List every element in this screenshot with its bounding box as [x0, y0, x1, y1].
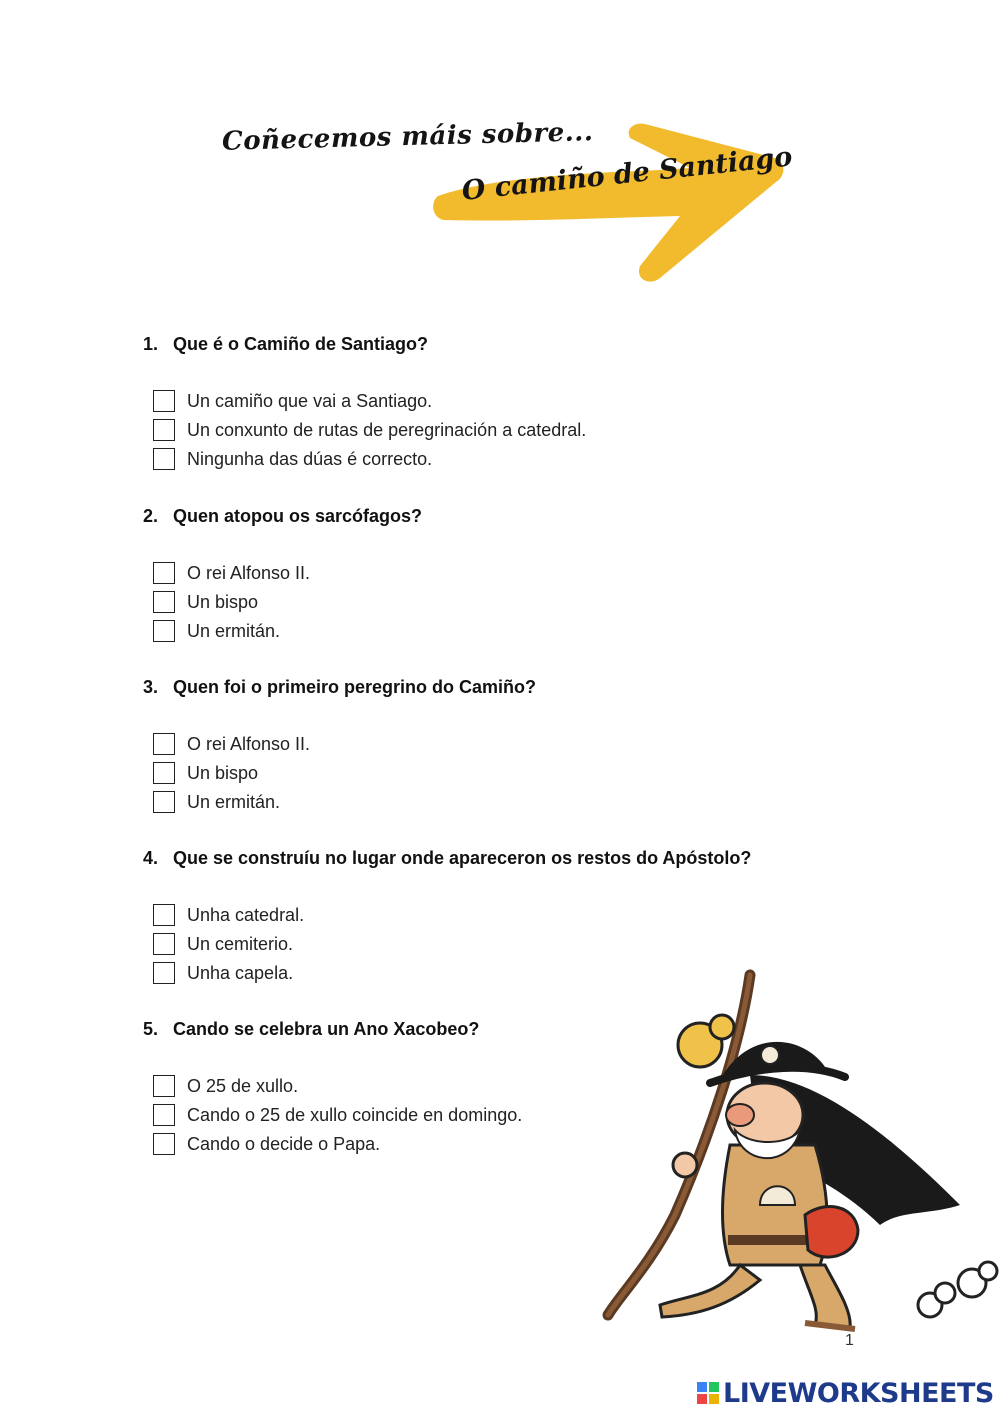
question-text: Quen atopou os sarcófagos? [173, 506, 423, 526]
question-text: Que é o Camiño de Santiago? [173, 334, 429, 354]
question-3 [143, 677, 536, 698]
checkbox[interactable] [153, 904, 175, 926]
option-label: Un ermitán. [187, 791, 281, 812]
option-label: Un cemiterio. [187, 933, 294, 954]
question-number: 2. [143, 506, 159, 526]
question-text: Cando se celebra un Ano Xacobeo? [173, 1019, 480, 1039]
option-label: Un ermitán. [187, 620, 281, 641]
checkbox[interactable] [153, 791, 175, 813]
option-label: Un bispo [187, 762, 259, 783]
option-1-3 [153, 446, 432, 472]
liveworksheets-logo [697, 1376, 994, 1410]
option-4-3 [153, 960, 293, 986]
option-label: Cando o 25 de xullo coincide en domingo. [187, 1104, 523, 1125]
question-4 [143, 848, 751, 869]
option-5-2 [153, 1102, 522, 1128]
checkbox[interactable] [153, 1075, 175, 1097]
question-5 [143, 1019, 479, 1040]
checkbox[interactable] [153, 562, 175, 584]
page-number: 1 [845, 1332, 854, 1349]
option-label: Un conxunto de rutas de peregrinación a catedral. [187, 419, 587, 440]
checkbox[interactable] [153, 620, 175, 642]
checkbox[interactable] [153, 419, 175, 441]
option-2-3 [153, 618, 280, 644]
option-label: Cando o decide o Papa. [187, 1133, 381, 1154]
checkbox[interactable] [153, 591, 175, 613]
question-number: 4. [143, 848, 159, 868]
option-4-1 [153, 902, 304, 928]
option-label: O rei Alfonso II. [187, 733, 311, 754]
option-5-1 [153, 1073, 298, 1099]
question-number: 3. [143, 677, 159, 697]
checkbox[interactable] [153, 1133, 175, 1155]
question-number: 1. [143, 334, 159, 354]
option-1-2 [153, 417, 586, 443]
option-label: Ningunha das dúas é correcto. [187, 448, 433, 469]
brand-text: LIVEWORKSHEETS [723, 1377, 994, 1409]
option-4-2 [153, 931, 293, 957]
option-label: Unha capela. [187, 962, 294, 983]
checkbox[interactable] [153, 390, 175, 412]
option-3-1 [153, 731, 310, 757]
question-text: Quen foi o primeiro peregrino do Camiño? [173, 677, 537, 697]
option-2-1 [153, 560, 310, 586]
checkbox[interactable] [153, 933, 175, 955]
arrow-text: O camiño de Santiago [460, 141, 794, 207]
question-2 [143, 506, 422, 527]
option-label: Un bispo [187, 591, 259, 612]
pilgrim-illustration-icon [600, 965, 1000, 1345]
option-5-3 [153, 1131, 380, 1157]
option-label: Unha catedral. [187, 904, 305, 925]
logo-grid-icon [697, 1382, 719, 1404]
option-label: O rei Alfonso II. [187, 562, 311, 583]
question-1 [143, 334, 428, 355]
option-1-1 [153, 388, 432, 414]
option-label: Un camiño que vai a Santiago. [187, 390, 433, 411]
checkbox[interactable] [153, 962, 175, 984]
checkbox[interactable] [153, 1104, 175, 1126]
option-3-2 [153, 760, 258, 786]
option-2-2 [153, 589, 258, 615]
checkbox[interactable] [153, 448, 175, 470]
header-title: Coñecemos máis sobre... [221, 117, 594, 157]
question-number: 5. [143, 1019, 159, 1039]
option-3-3 [153, 789, 280, 815]
checkbox[interactable] [153, 762, 175, 784]
option-label: O 25 de xullo. [187, 1075, 299, 1096]
question-text: Que se construíu no lugar onde apareceron os restos do Apóstolo? [173, 848, 752, 868]
checkbox[interactable] [153, 733, 175, 755]
